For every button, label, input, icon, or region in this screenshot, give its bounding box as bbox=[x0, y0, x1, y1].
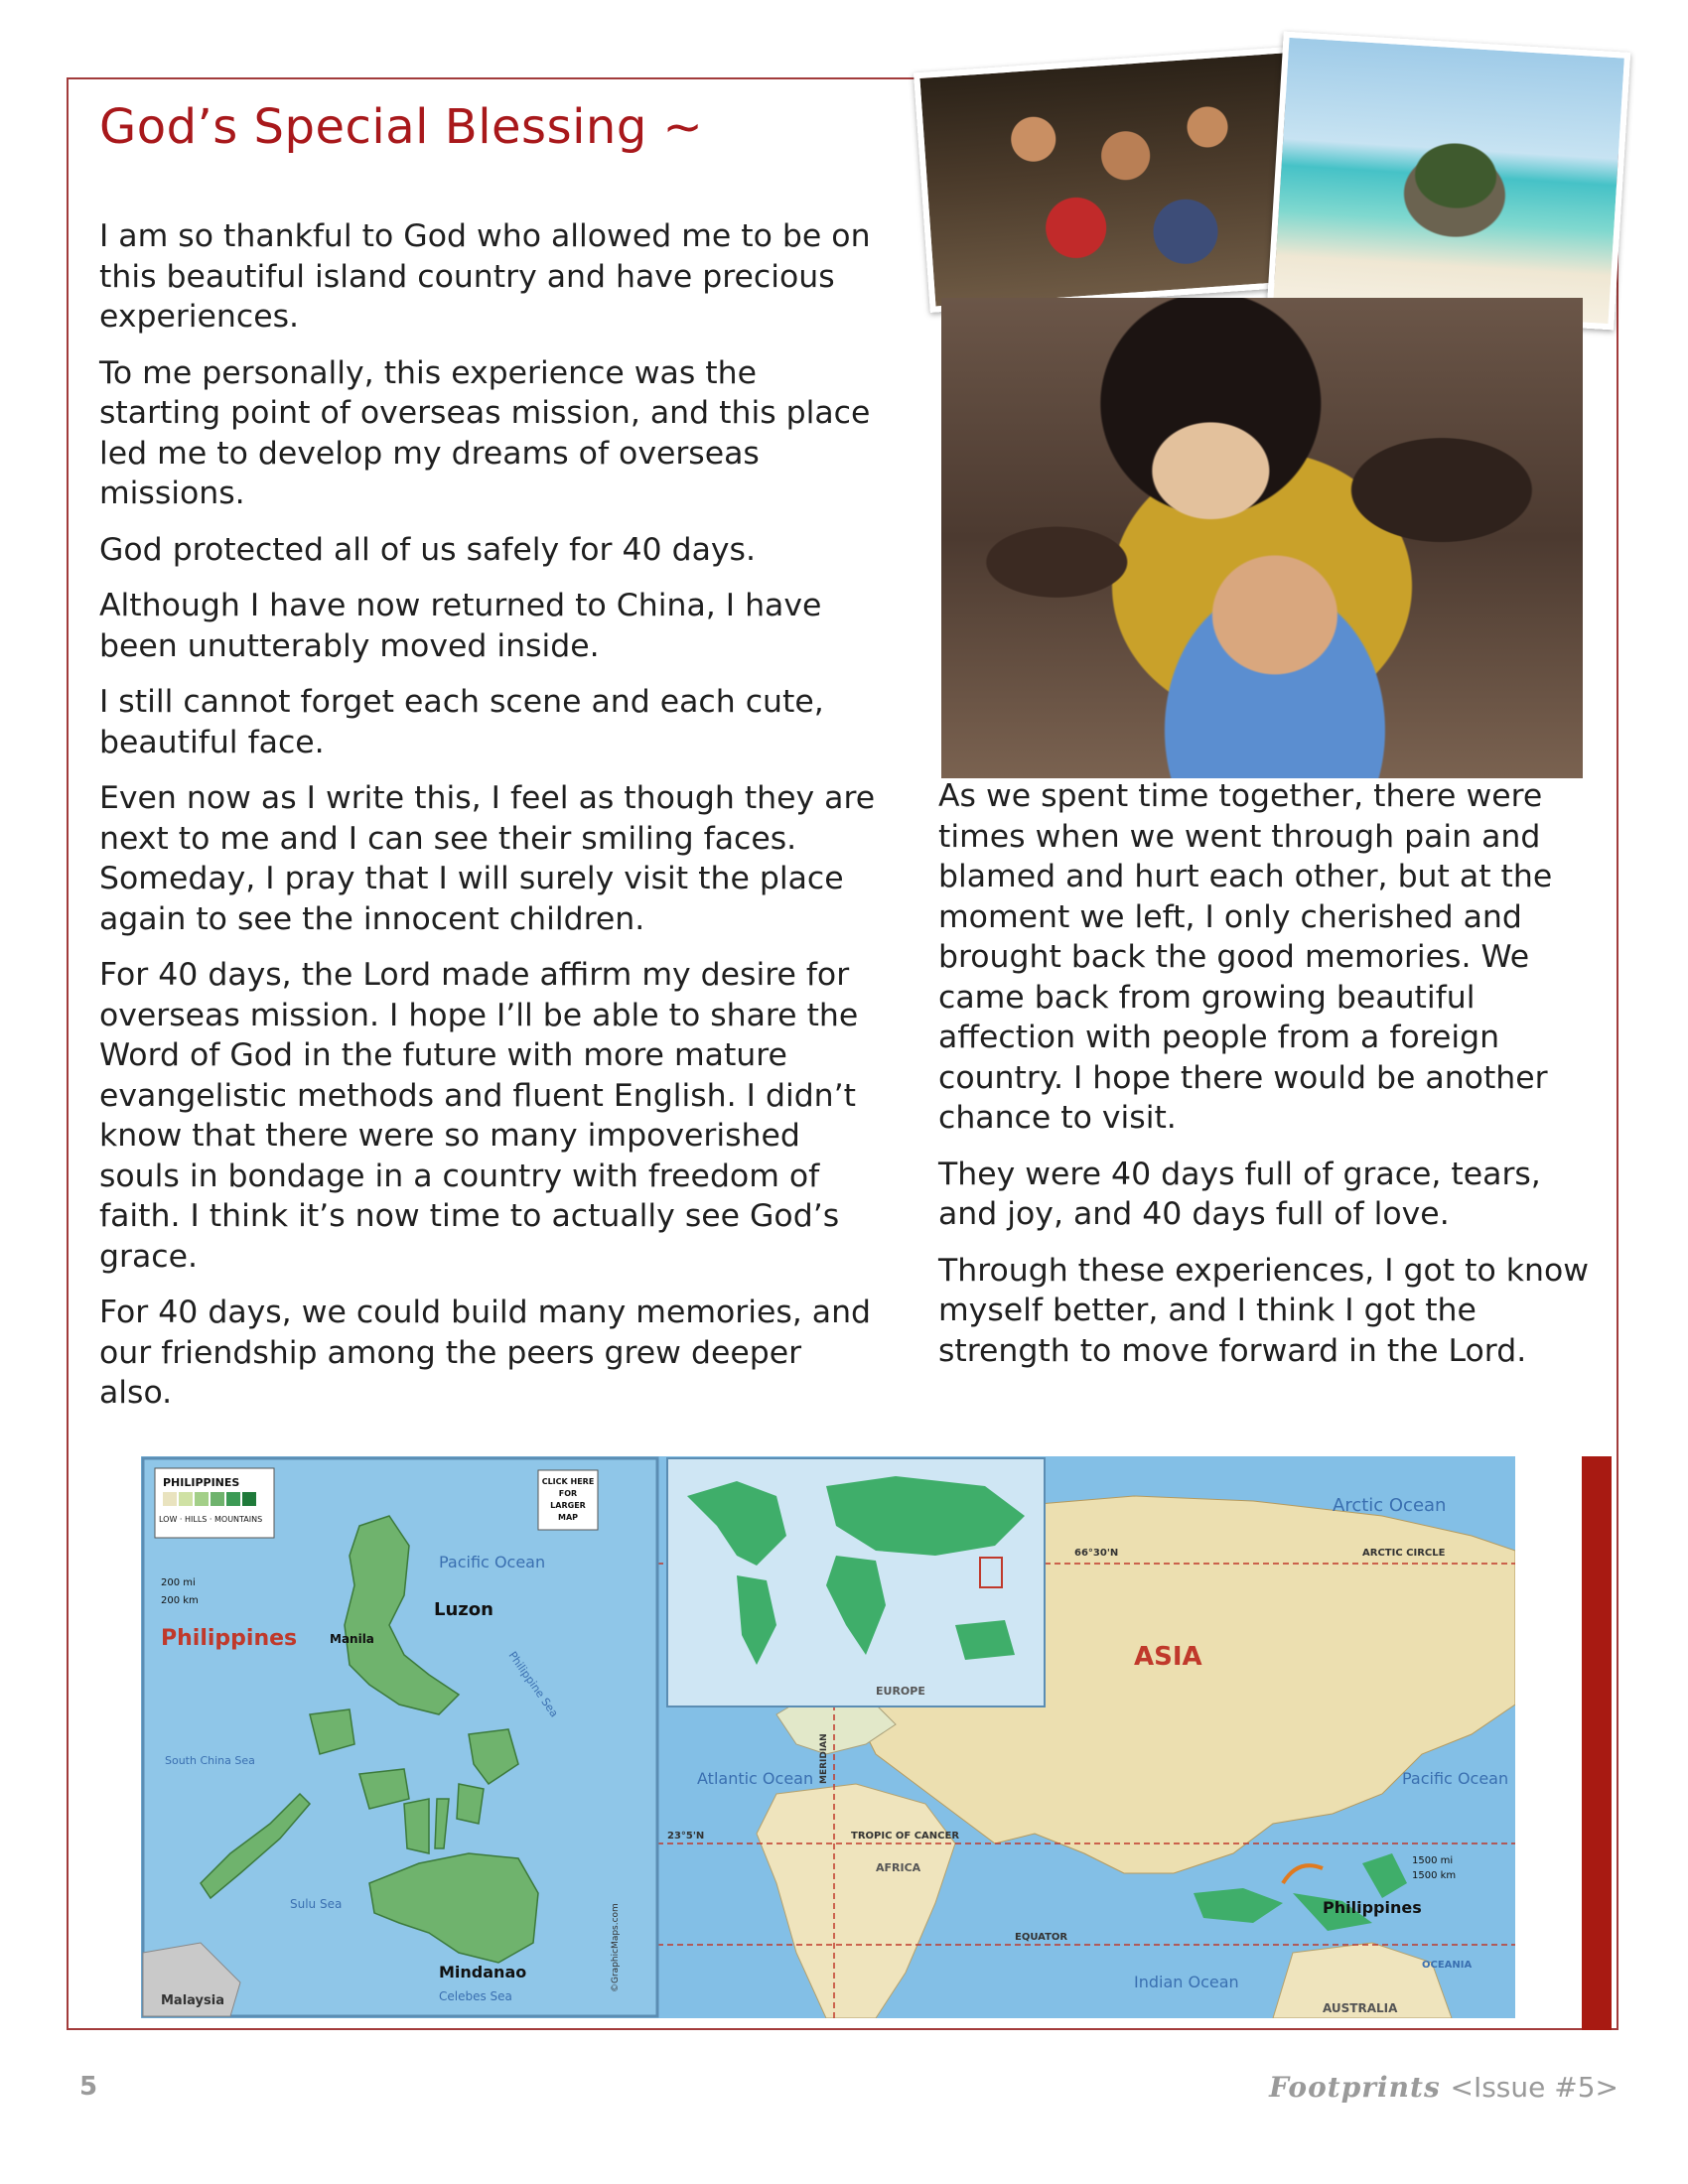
paragraph: Even now as I write this, I feel as though they are next to me and I can see their smiling faces. Someday, I pray that I will surely visit the place again to see the innocent children. bbox=[99, 780, 876, 937]
publication-name: Footprints bbox=[1269, 2071, 1441, 2104]
map-label-lat-23: 23°5'N bbox=[667, 1831, 705, 1842]
paragraph: I still cannot forget each scene and each cute, beautiful face. bbox=[99, 684, 824, 760]
map-label-meridian: MERIDIAN bbox=[819, 1733, 829, 1784]
map-label-philippines: Philippines bbox=[161, 1626, 298, 1651]
map-scale-mi: 200 mi bbox=[161, 1577, 196, 1588]
paragraph: For 40 days, the Lord made affirm my desire for overseas mission. I hope I’ll be able to share the Word of God in the future with more mature evangelistic methods and fluent English. I didn’t know that there were so many impoverished souls in bondage in a country with freedom of faith. I think it’s now time to actually see God’s grace. bbox=[99, 957, 859, 1275]
map-label-atlantic-ocean: Atlantic Ocean bbox=[697, 1769, 814, 1788]
map-scale-mi-asia: 1500 mi bbox=[1412, 1855, 1454, 1866]
map-label-sulu-sea: Sulu Sea bbox=[290, 1897, 343, 1911]
map-label-oceania: OCEANIA bbox=[1422, 1960, 1473, 1971]
paragraph: For 40 days, we could build many memories, and our friendship among the peers grew deeper also. bbox=[99, 1295, 872, 1411]
map-label-arctic-circle: ARCTIC CIRCLE bbox=[1362, 1548, 1446, 1559]
click-here-text: MAP bbox=[557, 1513, 579, 1522]
photo-group-church bbox=[941, 298, 1583, 778]
map-label-europe: EUROPE bbox=[876, 1685, 925, 1698]
map-label-manila: Manila bbox=[330, 1632, 374, 1646]
article-title: God’s Special Blessing ~ bbox=[99, 99, 704, 155]
map-label-pacific-ocean: Pacific Ocean bbox=[439, 1553, 546, 1571]
paragraph: They were 40 days full of grace, tears, and joy, and 40 days full of love. bbox=[938, 1156, 1541, 1232]
accent-bar bbox=[1582, 1456, 1612, 2030]
map-label-arctic-ocean: Arctic Ocean bbox=[1333, 1495, 1447, 1516]
issue-number: <Issue #5> bbox=[1450, 2071, 1618, 2104]
map-label-philippine-sea: Philippine Sea bbox=[505, 1649, 561, 1720]
click-here-text: FOR bbox=[558, 1489, 578, 1498]
map-label-south-china-sea: South China Sea bbox=[165, 1754, 255, 1767]
map-label-mindanao: Mindanao bbox=[439, 1963, 527, 1981]
map-legend-subtitle: LOW · HILLS · MOUNTAINS bbox=[159, 1515, 263, 1524]
article-right-column bbox=[938, 776, 1594, 1387]
paragraph: Through these experiences, I got to know myself better, and I think I got the strength to move forward in the Lord. bbox=[938, 1252, 1590, 1369]
photo-children bbox=[914, 47, 1305, 313]
map-label-indian-ocean: Indian Ocean bbox=[1134, 1973, 1239, 1991]
article-left-column bbox=[99, 216, 884, 1430]
map-label-malaysia: Malaysia bbox=[161, 1993, 224, 2008]
click-here-text: CLICK HERE bbox=[541, 1477, 595, 1486]
map-label-lat-66: 66°30'N bbox=[1074, 1548, 1119, 1559]
paragraph: As we spent time together, there were times when we went through pain and blamed and hurt each other, but at the moment we left, I only cherished and brought back the good memories. We came back from growing beautiful affection with people from a foreign country. I hope there would be another chance to visit. bbox=[938, 778, 1553, 1136]
page-number: 5 bbox=[79, 2072, 98, 2102]
map-credit: ©GraphicMaps.com bbox=[611, 1903, 621, 1992]
map-label-equator: EQUATOR bbox=[1015, 1932, 1068, 1943]
philippines-asia-map bbox=[141, 1456, 1515, 2018]
map-label-pacific-ocean-asia: Pacific Ocean bbox=[1402, 1769, 1509, 1788]
paragraph: God protected all of us safely for 40 days. bbox=[99, 531, 756, 568]
paragraph: I am so thankful to God who allowed me to be on this beautiful island country and have precious experiences. bbox=[99, 218, 871, 335]
paragraph: To me personally, this experience was the starting point of overseas mission, and this place led me to develop my dreams of overseas missions. bbox=[99, 354, 871, 511]
click-here-text: LARGER bbox=[550, 1501, 586, 1510]
photo-island-beach bbox=[1267, 32, 1630, 331]
map-legend-title: PHILIPPINES bbox=[163, 1476, 240, 1489]
map-label-tropic-cancer: TROPIC OF CANCER bbox=[851, 1831, 960, 1842]
map-label-asia: ASIA bbox=[1134, 1642, 1202, 1672]
map-scale-km-asia: 1500 km bbox=[1412, 1870, 1457, 1881]
map-label-philippines-asia: Philippines bbox=[1323, 1898, 1422, 1917]
map-label-africa: AFRICA bbox=[876, 1861, 921, 1874]
map-label-celebes-sea: Celebes Sea bbox=[439, 1989, 512, 2003]
map-label-australia: AUSTRALIA bbox=[1323, 2001, 1398, 2015]
paragraph: Although I have now returned to China, I have been unutterably moved inside. bbox=[99, 588, 822, 664]
map-scale-km: 200 km bbox=[161, 1595, 199, 1606]
footer-publication bbox=[1269, 2071, 1618, 2104]
map-label-luzon: Luzon bbox=[434, 1599, 493, 1620]
